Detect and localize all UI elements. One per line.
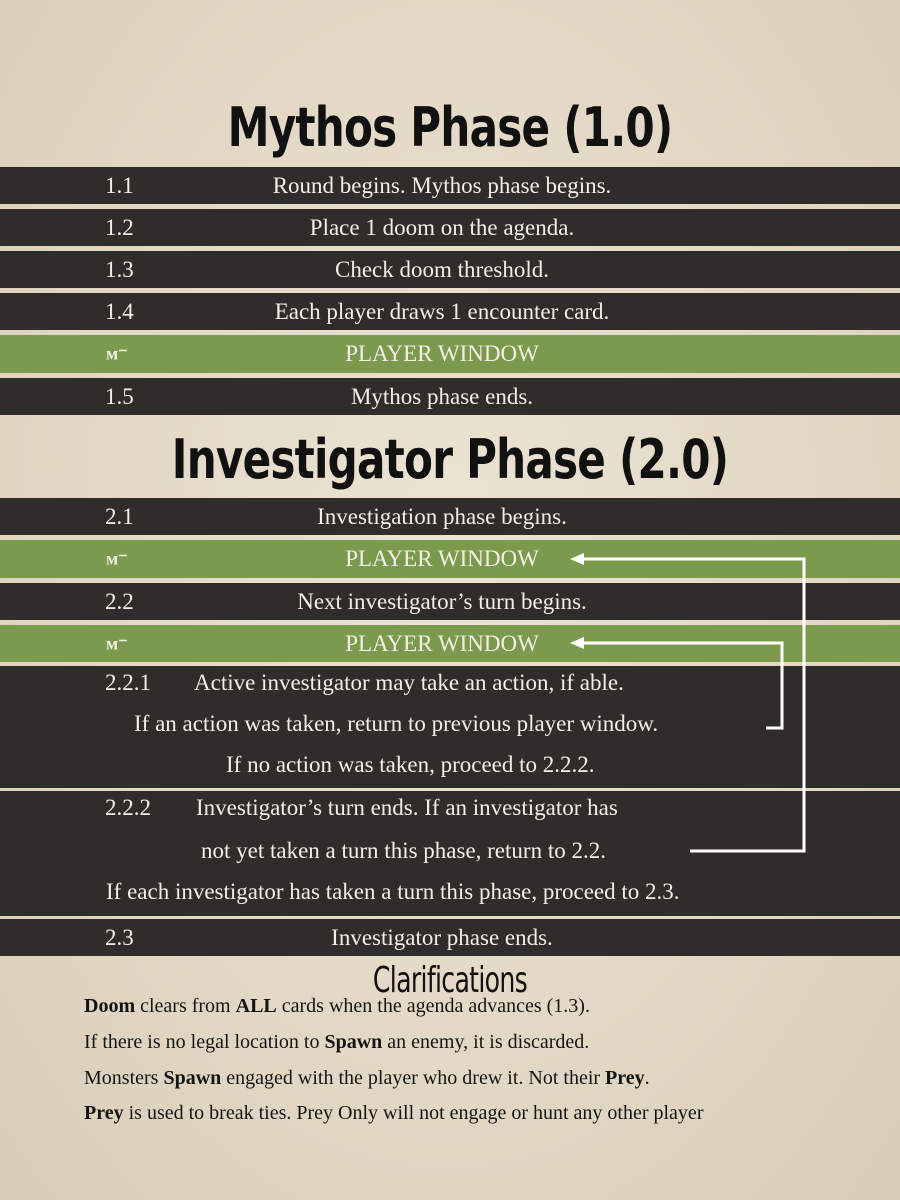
player-window-row xyxy=(0,335,900,373)
step-number: 1.4 xyxy=(105,298,134,324)
clarification-line xyxy=(84,995,844,1018)
step-text: Place 1 doom on the agenda. xyxy=(309,214,575,240)
player-window-label: PLAYER WINDOW xyxy=(345,546,539,571)
step-number: 2.2.1 xyxy=(105,670,151,695)
text: Monsters xyxy=(84,1067,164,1089)
text: is used to break ties. Prey Only will not engage or hunt any other player xyxy=(123,1102,704,1124)
step-row xyxy=(0,919,900,956)
step-number: 1.2 xyxy=(105,214,134,240)
step-row xyxy=(0,167,900,204)
clarifications-title: Clarifications xyxy=(372,960,528,1001)
step-text: Round begins. Mythos phase begins. xyxy=(272,172,612,198)
keyword: Prey xyxy=(605,1067,645,1089)
clarification-line xyxy=(84,1067,844,1090)
step-text-line: Active investigator may take an action, if able. xyxy=(194,670,624,695)
text: . xyxy=(644,1067,650,1089)
step-row xyxy=(0,498,900,535)
step-row xyxy=(0,583,900,620)
step-text: Investigator phase ends. xyxy=(331,924,553,950)
step-number: 2.2 xyxy=(105,588,134,614)
step-text: Next investigator’s turn begins. xyxy=(297,588,587,614)
step-row-2-2-2 xyxy=(0,791,900,916)
keyword: Doom xyxy=(84,995,136,1017)
investigator-phase-title: Investigator Phase (2.0) xyxy=(171,428,729,491)
step-row xyxy=(0,378,900,415)
fast-action-icon: ᴍ⁻ xyxy=(106,548,128,569)
fast-action-icon: ᴍ⁻ xyxy=(106,633,128,653)
text: an enemy, it is discarded. xyxy=(382,1031,590,1053)
step-text-line: If no action was taken, proceed to 2.2.2. xyxy=(226,752,595,777)
player-window-row xyxy=(0,540,900,578)
step-number: 1.5 xyxy=(105,383,134,409)
step-row-2-2-1 xyxy=(0,666,900,788)
text: clears from xyxy=(135,995,236,1017)
step-text-line: If each investigator has taken a turn this phase, proceed to 2.3. xyxy=(106,879,680,904)
fast-action-icon: ᴍ⁻ xyxy=(106,343,128,364)
step-row xyxy=(0,209,900,246)
step-text: Each player draws 1 encounter card. xyxy=(274,298,610,324)
step-text-line: not yet taken a turn this phase, return to 2.2. xyxy=(201,838,606,863)
clarification-line xyxy=(84,1031,844,1054)
step-row xyxy=(0,293,900,330)
step-number: 1.1 xyxy=(105,172,134,198)
keyword: ALL xyxy=(235,995,277,1017)
keyword: Spawn xyxy=(163,1067,222,1089)
text: engaged with the player who drew it. Not their xyxy=(221,1067,606,1089)
keyword: Spawn xyxy=(324,1031,383,1053)
step-text-line: If an action was taken, return to previous player window. xyxy=(134,711,659,736)
mythos-phase-title: Mythos Phase (1.0) xyxy=(227,96,673,159)
step-text-line: Investigator’s turn ends. If an investigator has xyxy=(196,795,618,820)
player-window-row xyxy=(0,625,900,662)
player-window-label: PLAYER WINDOW xyxy=(345,630,539,656)
text: If there is no legal location to xyxy=(84,1031,325,1053)
step-text: Check doom threshold. xyxy=(335,256,549,282)
step-number: 2.3 xyxy=(105,924,134,950)
step-text: Mythos phase ends. xyxy=(350,383,534,409)
step-text: Investigation phase begins. xyxy=(317,503,567,529)
player-window-label: PLAYER WINDOW xyxy=(345,341,539,366)
clarification-line xyxy=(84,1102,844,1125)
step-number: 2.2.2 xyxy=(105,795,151,820)
step-row xyxy=(0,251,900,288)
step-number: 2.1 xyxy=(105,503,134,529)
text: cards when the agenda advances (1.3). xyxy=(276,995,590,1017)
step-number: 1.3 xyxy=(105,256,134,282)
keyword: Prey xyxy=(84,1102,124,1124)
